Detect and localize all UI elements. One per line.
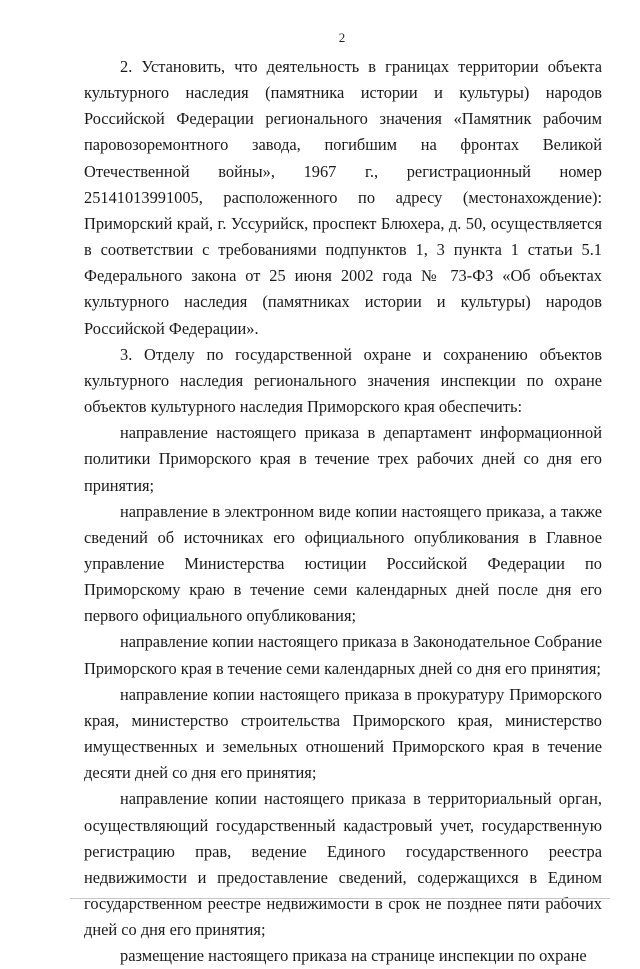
paragraph-legislative-assembly: направление копии настоящего приказа в Законодательное Собрание Приморского края в течение семи календарных дней со дня его принятия; (84, 632, 602, 678)
paragraph-publication-website: размещение настоящего приказа на странице инспекции по охране (120, 946, 587, 966)
paragraph-informational-policy: направление настоящего приказа в департамент информационной политики Приморского края в течение трех рабочих дней со дня его принятия; (84, 423, 602, 495)
paragraph-item-2: 2. Установить, что деятельность в границах территории объекта культурного наследия (памятника истории и культуры) народов Российской Федерации регионального значения «Памятник рабочим паровозоремонтного завода, погибшим на фронтах Великой Отечественной войны», 1967 г., регистрационный номер 25141013991005, расположенного по адресу (местонахождение): Приморский край, г. Уссурийск, проспект Блюхера, д. 50, осуществляется в соответствии с требованиями подпунктов 1, 3 пункта 1 статьи 5.1 Федерального закона от 25 июня 2002 года № 73-ФЗ «Об объектах культурного наследия (памятниках истории и культуры) народов Российской Федерации». (84, 57, 602, 338)
paragraph-cadastral-registration: направление копии настоящего приказа в территориальный орган, осуществляющий государственный кадастровый учет, государственную регистрацию прав, ведение Единого государственного реестра недвижимости и предоставление сведений, содержащихся в Едином государственном реестре недвижимости в срок не позднее пяти рабочих дней со дня его принятия; (84, 789, 602, 940)
paragraph-item-3: 3. Отделу по государственной охране и сохранению объектов культурного наследия регионального значения инспекции по охране объектов культурного наследия Приморского края обеспечить: (84, 344, 602, 417)
page-bottom-divider (70, 898, 610, 899)
page-number: 2 (338, 30, 346, 45)
paragraph-ministry-of-justice: направление в электронном виде копии настоящего приказа, а также сведений об источниках его официального опубликования в Главное управление Министерства юстиции Российской Федерации по Приморскому краю в течение семи календарных дней после дня его первого официального опубликования; (84, 501, 602, 626)
document-body (84, 54, 602, 969)
paragraph-prosecutor-office: направление копии настоящего приказа в прокуратуру Приморского края, министерство строительства Приморского края, министерство имущественных и земельных отношений Приморского края в течение десяти дней со дня его принятия; (84, 684, 602, 783)
